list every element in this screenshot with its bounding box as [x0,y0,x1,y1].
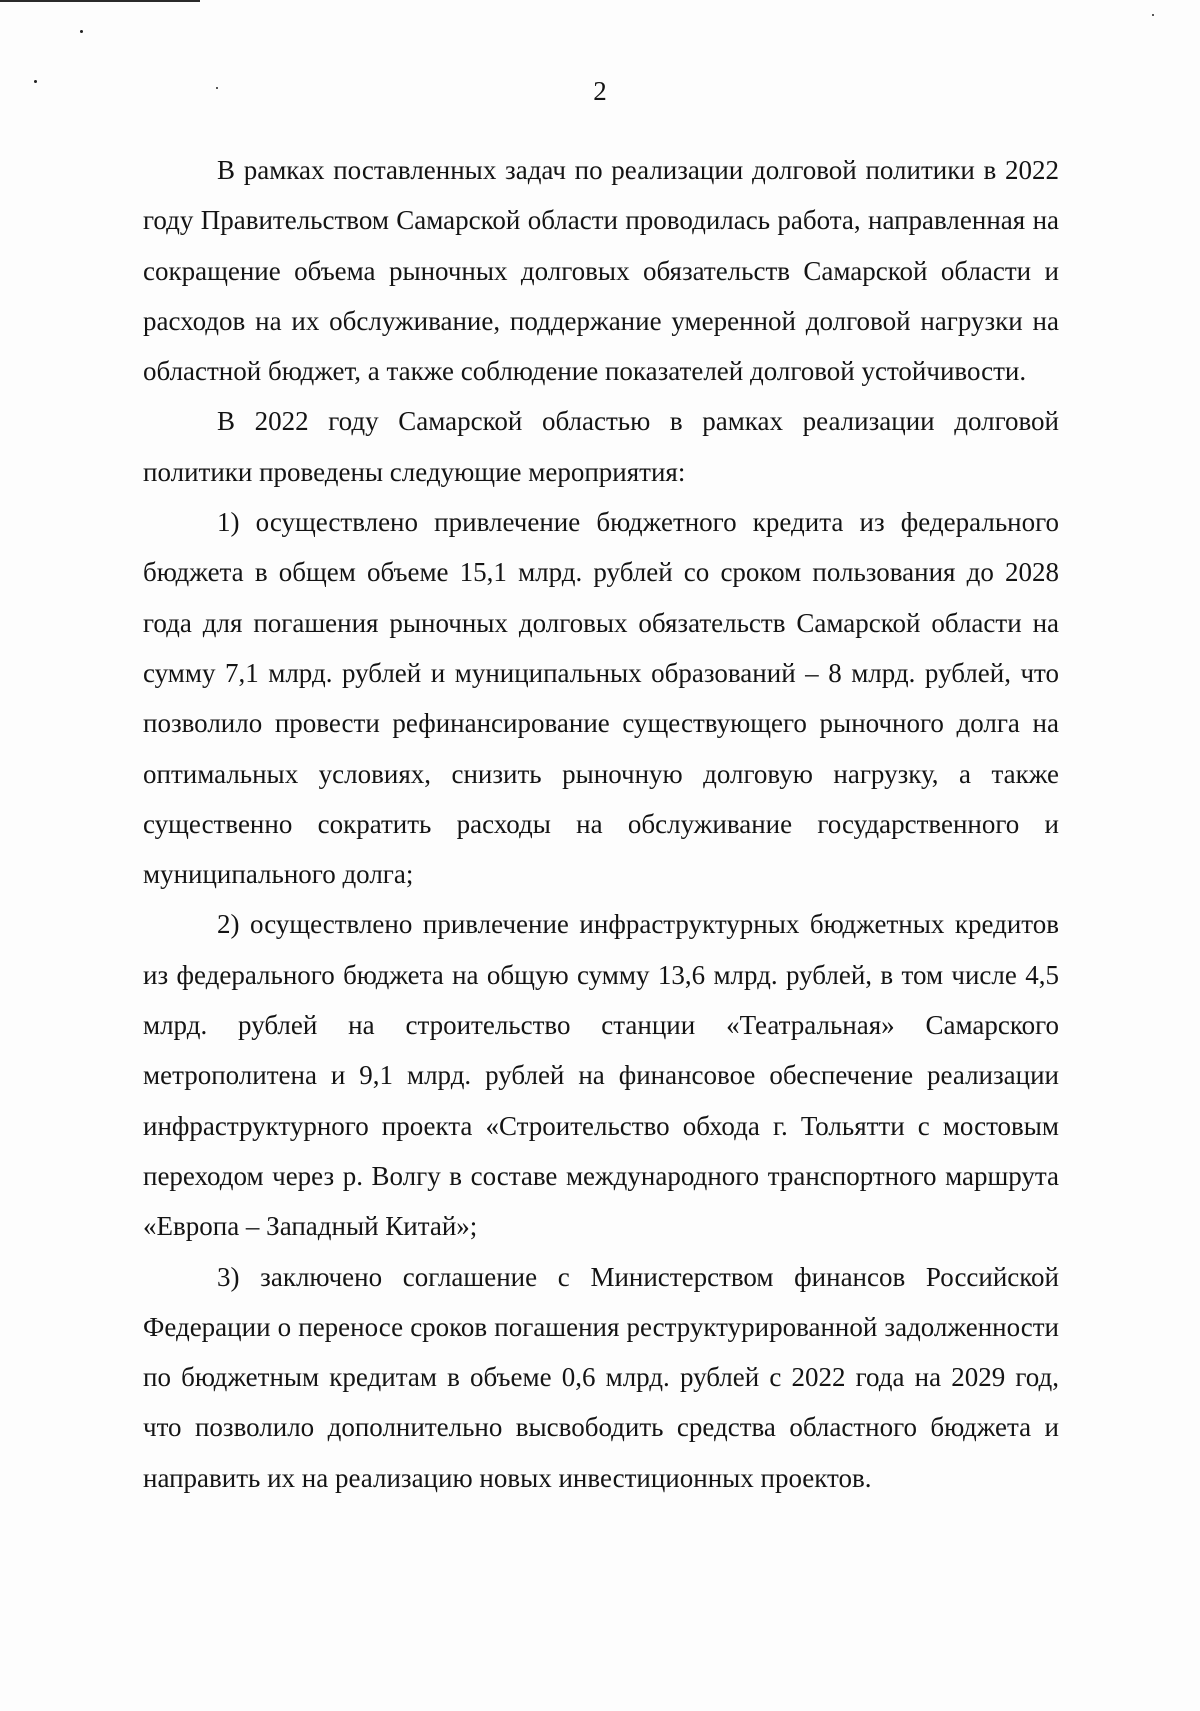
paragraph-item-1: 1) осуществлено привлечение бюджетного кредита из федерального бюджета в общем объеме 15,1 млрд. рублей со сроком пользования до 2028 года для погашения рыночных долговых обязательств Самарской области на сумму 7,1 млрд. рублей и муниципальных образований – 8 млрд. рублей, что позволило провести рефинансирование существующего рыночного долга на оптимальных условиях, снизить рыночную долговую нагрузку, а также существенно сократить расходы на обслуживание государственного и муниципального долга; [143,507,1059,890]
page-number: 2 [593,76,607,106]
paragraph-measures-lead: В 2022 году Самарской областью в рамках реализации долговой политики проведены следующие мероприятия: [143,406,1059,487]
paragraph-intro: В рамках поставленных задач по реализации долговой политики в 2022 году Правительством Самарской области проводилась работа, направленная на сокращение объема рыночных долговых обязательств Самарской области и расходов на их обслуживание, поддержание умеренной долговой нагрузки на областной бюджет, а также соблюдение показателей долговой устойчивости. [143,155,1059,387]
scan-speck [1152,14,1154,16]
paragraph-item-2: 2) осуществлено привлечение инфраструктурных бюджетных кредитов из федерального бюджета на общую сумму 13,6 млрд. рублей, в том числе 4,5 млрд. рублей на строительство станции «Театральная» Самарского метрополитена и 9,1 млрд. рублей на финансовое обеспечение реализации инфраструктурного проекта «Строительство обхода г. Тольятти с мостовым переходом через р. Волгу в составе международного транспортного маршрута «Европа – Западный Китай»; [143,909,1059,1242]
paragraph-item-3: 3) заключено соглашение с Министерством финансов Российской Федерации о переносе сроков погашения реструктурированной задолженности по бюджетным кредитам в объеме 0,6 млрд. рублей с 2022 года на 2029 год, что позволило дополнительно высвободить средства областного бюджета и направить их на реализацию новых инвестиционных проектов. [143,1261,1059,1493]
scan-edge-line [0,0,200,2]
document-body [143,145,1059,1503]
scan-speck [80,30,83,33]
